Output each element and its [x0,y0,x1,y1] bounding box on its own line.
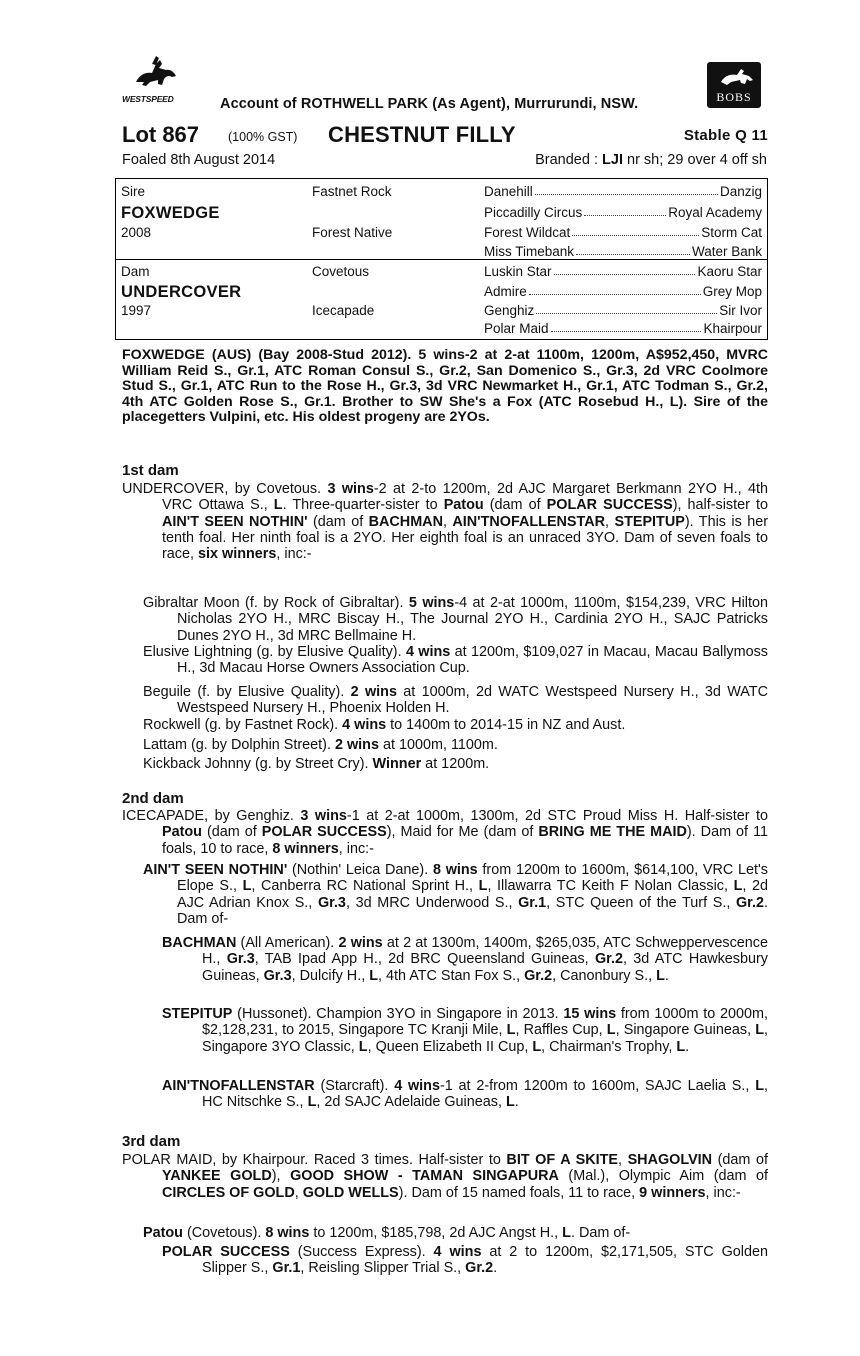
sire-name: FOXWEDGE [121,204,220,222]
great-grandparent: Miss Timebank Water Bank [484,244,762,259]
third-dam-heading: 3rd dam [122,1133,181,1150]
dam-name: UNDERCOVER [121,283,242,301]
progeny-entry: STEPITUP (Hussonet). Champion 3YO in Singapore in 2013. 15 wins from 1000m to 2000m, $2,128,231, to 2015, Singapore TC Kranji Mile, L, Raffles Cup, L, Singapore Guineas, L, Singapore 3YO Classic, L, Queen Elizabeth II Cup, L, Chairman's Trophy, L. [162,1006,768,1055]
branded-label: Branded : [535,152,603,168]
progeny-entry: POLAR SUCCESS (Success Express). 4 wins at 2 to 1200m, $2,171,505, STC Golden Slipper S., Gr.1, Reisling Slipper Trial S., Gr.2. [162,1244,769,1277]
dam-year: 1997 [121,303,152,318]
grandsire: Fastnet Rock [312,184,392,199]
westspeed-logo [122,52,184,106]
sire-year: 2008 [121,225,152,240]
westspeed-logo-text: WESTSPEED [122,94,174,104]
progeny-entry: AIN'TNOFALLENSTAR (Starcraft). 4 wins-1 at 2-from 1200m to 1600m, SAJC Laelia S., L, HC Nitschke S., L, 2d SAJC Adelaide Guineas, L. [162,1078,768,1111]
great-grandparent: Danehill Danzig [484,184,762,199]
brand-mark: LJI [602,152,623,168]
second-dam-paragraph: ICECAPADE, by Genghiz. 3 wins-1 at 2-at 1000m, 1300m, 2d STC Proud Miss H. Half-sister to Patou (dam of POLAR SUCCESS), Maid for Me (dam of BRING ME THE MAID). Dam of 11 foals, 10 to race, 8 winners, inc:- [122,808,769,857]
progeny-entry: Kickback Johnny (g. by Street Cry). Winner at 1200m. [143,756,490,772]
sire-summary: FOXWEDGE (AUS) (Bay 2008-Stud 2012). 5 wins-2 at 2-at 1100m, 1200m, A$952,450, MVRC William Reid S., Gr.1, ATC Roman Consul S., Gr.2, San Domenico S., Gr.3, 2d VRC Coolmore Stud S., Gr.1, ATC Run to the Rose H., Gr.3, 3d VRC Newmarket H., Gr.1, ATC Todman S., Gr.2, 4th ATC Golden Rose S., Gr.1. Brother to SW She's a Fox (ATC Rosebud H., L). Sire of the placegetters Vulpini, etc. His oldest progeny are 2YOs. [122,347,768,425]
progeny-entry: Beguile (f. by Elusive Quality). 2 wins at 1000m, 2d WATC Westspeed Nursery H., 3d WATC Westspeed Nursery H., Phoenix Holden H. [143,684,768,717]
grandsire: Covetous [312,264,370,279]
progeny-entry: BACHMAN (All American). 2 wins at 2 at 1300m, 1400m, $265,035, ATC Schweppervescence H., Gr.3, TAB Ipad App H., 2d BRC Queensland Guineas, Gr.2, 3d ATC Hawkesbury Guineas, Gr.3, Dulcify H., L, 4th ATC Stan Fox S., Gr.2, Canonbury S., L. [162,935,768,984]
progeny-entry: Lattam (g. by Dolphin Street). 2 wins at 1000m, 1100m. [143,737,498,753]
progeny-entry: Patou (Covetous). 8 wins to 1200m, $185,798, 2d AJC Angst H., L. Dam of- [143,1225,631,1241]
great-grandparent: Forest Wildcat Storm Cat [484,225,762,240]
brand-marks [535,152,767,168]
granddam: Icecapade [312,303,375,318]
great-grandparent: Polar Maid Khairpour [484,321,762,336]
pedigree-table [115,178,768,340]
first-dam-paragraph: UNDERCOVER, by Covetous. 3 wins-2 at 2-to 1200m, 2d AJC Margaret Berkmann 2YO H., 4th VRC Ottawa S., L. Three-quarter-sister to Patou (dam of POLAR SUCCESS), half-sister to AIN'T SEEN NOTHIN' (dam of BACHMAN, AIN'TNOFALLENSTAR, STEPITUP). This is her tenth foal. Her ninth foal is a 2YO. Her eighth foal is an unraced 3YO. Dam of seven foals to race, six winners, inc:- [122,481,768,563]
second-dam-heading: 2nd dam [122,790,184,807]
pedigree-divider [116,259,767,260]
progeny-entry: Rockwell (g. by Fastnet Rock). 4 wins to 1400m to 2014-15 in NZ and Aust. [143,717,626,733]
progeny-entry: AIN'T SEEN NOTHIN' (Nothin' Leica Dane). 8 wins from 1200m to 1600m, $614,100, VRC Let's Elope S., L, Canberra RC National Sprint H., L, Illawarra TC Keith F Nolan Classic, L, 2d AJC Adrian Knox S., Gr.3, 3d MRC Underwood S., Gr.1, STC Queen of the Turf S., Gr.2. Dam of- [143,862,768,927]
lot-header [122,118,768,148]
stable-number: Stable Q 11 [683,127,768,144]
great-grandparent: Piccadilly Circus Royal Academy [484,205,762,220]
dam-label: Dam [121,264,150,279]
vendor-account: Account of ROTHWELL PARK (As Agent), Murrurundi, NSW. [220,96,639,112]
gst-note: (100% GST) [228,130,298,144]
bobs-logo [707,62,761,108]
foaled-date: Foaled 8th August 2014 [122,152,276,168]
great-grandparent: Admire Grey Mop [484,284,762,299]
great-grandparent: Genghiz Sir Ivor [484,303,762,318]
lot-number: Lot 867 [122,122,200,147]
lot-description: CHESTNUT FILLY [328,122,516,147]
first-dam-heading: 1st dam [122,462,179,479]
horse-icon [707,62,761,92]
granddam: Forest Native [312,225,393,240]
progeny-entry: Gibraltar Moon (f. by Rock of Gibraltar). 5 wins-4 at 2-at 1000m, 1100m, $154,239, VRC Hilton Nicholas 2YO H., MRC Biscay H., The Journal 2YO H., Cardinia 2YO H., SAJC Patricks Dunes 2YO H., 3d MRC Bellmaine H. [143,595,768,644]
third-dam-paragraph: POLAR MAID, by Khairpour. Raced 3 times. Half-sister to BIT OF A SKITE, SHAGOLVIN (dam of YANKEE GOLD), GOOD SHOW - TAMAN SINGAPURA (Mal.), Olympic Aim (dam of CIRCLES OF GOLD, GOLD WELLS). Dam of 15 named foals, 11 to race, 9 winners, inc:- [122,1152,768,1201]
bobs-logo-text: BOBS [716,90,752,104]
sire-label: Sire [121,184,146,199]
progeny-entry: Elusive Lightning (g. by Elusive Quality). 4 wins at 1200m, $109,027 in Macau, Macau Ballymoss H., 3d Macau Horse Owners Association Cup. [143,644,768,677]
branded-detail: nr sh; 29 over 4 off sh [622,152,767,168]
great-grandparent: Luskin Star Kaoru Star [484,264,762,279]
